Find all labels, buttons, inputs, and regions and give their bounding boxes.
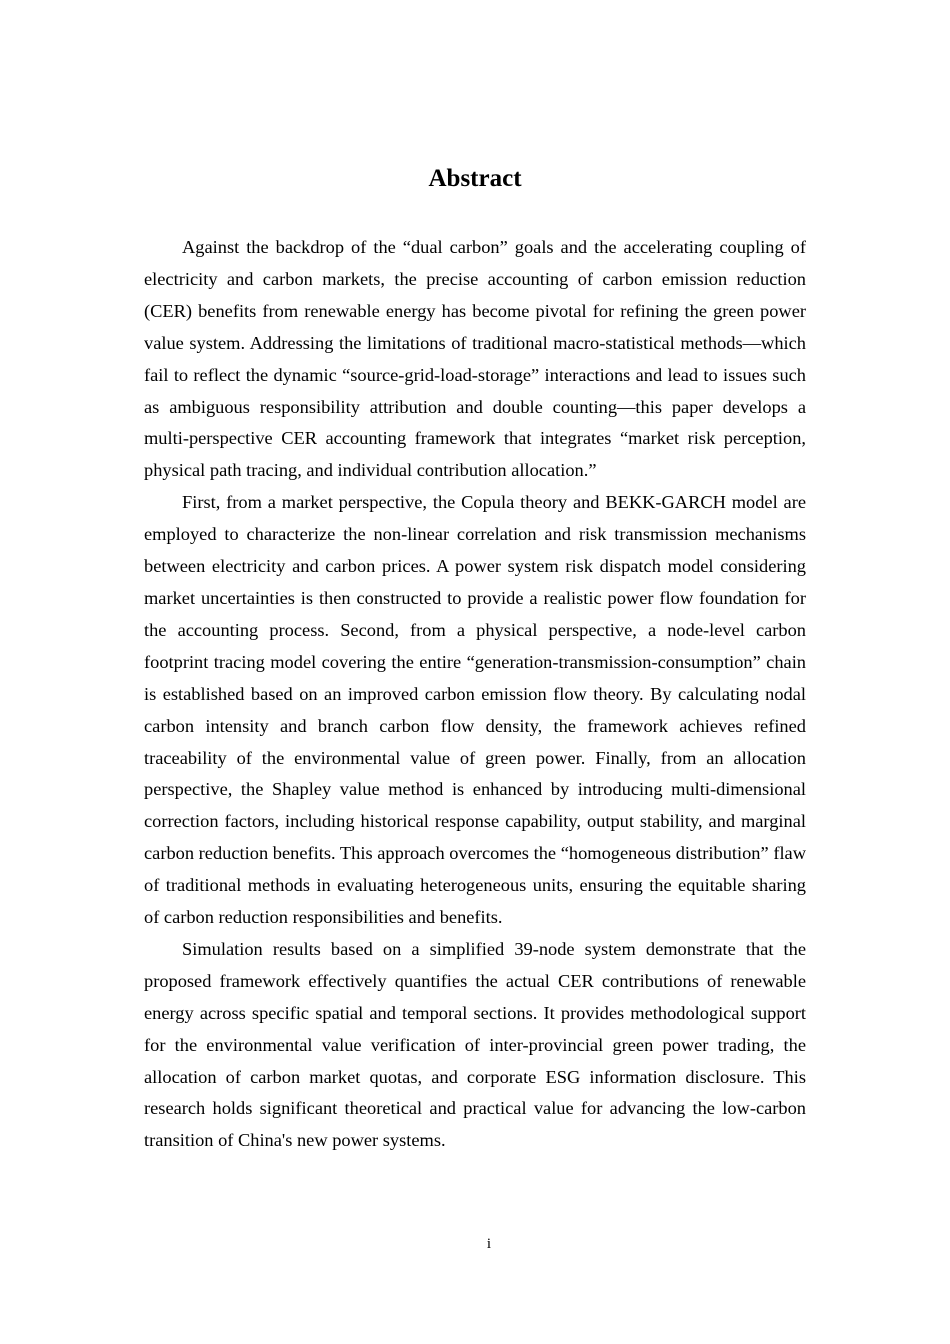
abstract-paragraph-2: First, from a market perspective, the Copula theory and BEKK-GARCH model are employed to characterize the non-linear correlation and risk transmission mechanisms between electricity and carbon prices. A power system risk dispatch model considering market uncertainties is then constructed to provide a realistic power flow foundation for the accounting process. Second, from a physical perspective, a node-level carbon footprint tracing model covering the entire “generation-transmission-consumption” chain is established based on an improved carbon emission flow theory. By calculating nodal carbon intensity and branch carbon flow density, the framework achieves refined traceability of the environmental value of green power. Finally, from an allocation perspective, the Shapley value method is enhanced by introducing multi-dimensional correction factors, including historical response capability, output stability, and marginal carbon reduction benefits. This approach overcomes the “homogeneous distribution” flaw of traditional methods in evaluating heterogeneous units, ensuring the equitable sharing of carbon reduction responsibilities and benefits. <box>144 492 806 928</box>
abstract-paragraph-1: Against the backdrop of the “dual carbon” goals and the accelerating coupling of electricity and carbon markets, the precise accounting of carbon emission reduction (CER) benefits from renewable energy has become pivotal for refining the green power value system. Addressing the limitations of traditional macro-statistical methods—which fail to reflect the dynamic “source-grid-load-storage” interactions and lead to issues such as ambiguous responsibility attribution and double counting—this paper develops a multi-perspective CER accounting framework that integrates “market risk perception, physical path tracing, and individual contribution allocation.” <box>144 237 806 481</box>
abstract-body <box>144 232 806 1157</box>
abstract-title: Abstract <box>428 165 522 192</box>
page-number: i <box>486 1236 492 1252</box>
abstract-paragraph-3: Simulation results based on a simplified 39-node system demonstrate that the proposed framework effectively quantifies the actual CER contributions of renewable energy across specific spatial and temporal sections. It provides methodological support for the environmental value verification of inter-provincial green power trading, the allocation of carbon market quotas, and corporate ESG information disclosure. This research holds significant theoretical and practical value for advancing the low-carbon transition of China's new power systems. <box>144 938 806 1151</box>
